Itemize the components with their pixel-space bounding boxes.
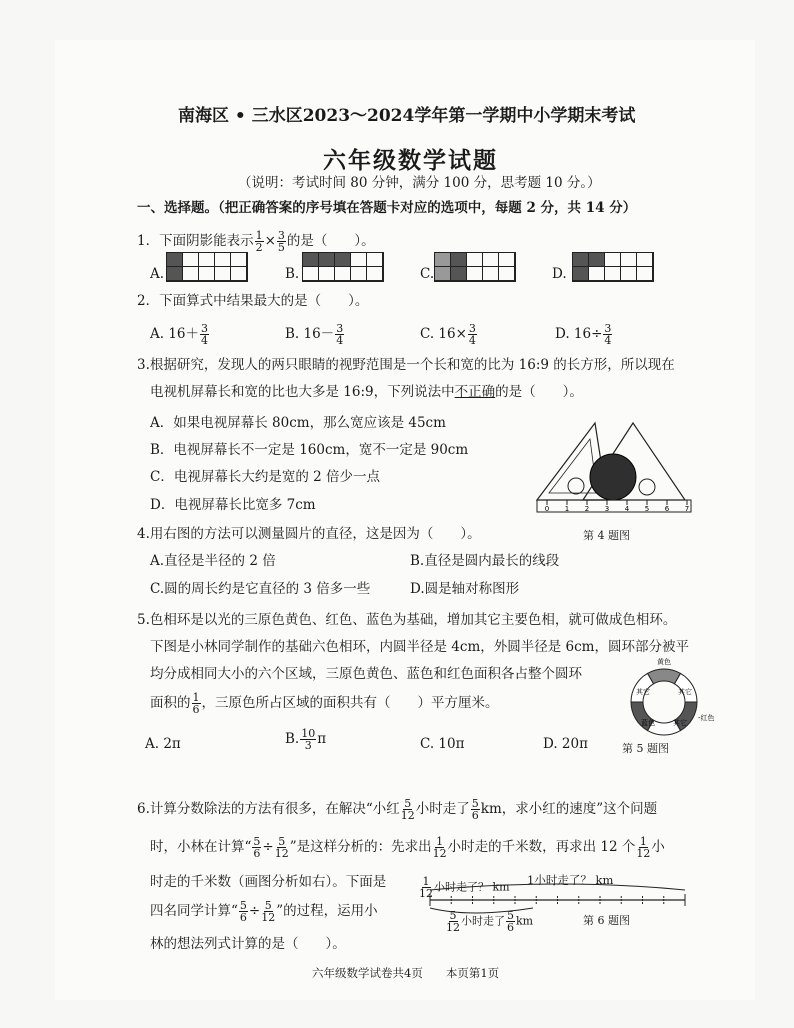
fig6-left-label: $\frac{1}{12}$ 小时走了？ km (419, 875, 510, 900)
question-2: 2．下面算式中结果最大的是（ ）。 (137, 293, 369, 309)
q3-option-d: D．电视屏幕长比宽多 7cm (150, 497, 316, 513)
q5-line-3: 均分成相同大小的六个区域，三原色黄色、蓝色和红色面积各占整个圆环 (150, 666, 582, 682)
q6-line-1: 6.计算分数除法的方法有很多，在解决“小红 $\frac{5}{12}$ 小时走了 $\frac{5}{6}$ km，求小红的速度”这个问题 (137, 797, 658, 822)
wheel-label-yellow: 黄色 (657, 658, 671, 666)
q1-times: × (264, 233, 276, 249)
q1-fraction-1: $\frac{1}{2}$ (255, 229, 263, 254)
q3-option-b: B．电视屏幕长不一定是 160cm，宽不一定是 90cm (150, 442, 469, 458)
subject-title: 六年级数学试题 (323, 147, 498, 174)
q6-line-3: 时走的千米数（画图分析如右）。下面是 (150, 874, 387, 890)
figure-4-caption: 第 4 题图 (583, 529, 630, 542)
q2-option-d: D. 16÷ $\frac{3}{4}$ (555, 322, 612, 347)
q5-option-a: A. 2π (145, 736, 181, 752)
q5-line-4: 面积的 $\frac{1}{6}$ ，三原色所占区域的面积共有（ ）平方厘米。 (150, 691, 499, 716)
exam-instructions: （说明：考试时间 80 分钟，满分 100 分，思考题 10 分。） (238, 175, 601, 191)
section-heading: 一、选择题。（把正确答案的序号填在答题卡对应的选项中，每题 2 分，共 14 分） (137, 200, 637, 216)
q5-line-1: 5.色相环是以光的三原色黄色、红色、蓝色为基础，增加其它主要色相，就可做成色相环。 (137, 612, 677, 628)
ruler-tick-label: 3 (604, 505, 610, 513)
q2-option-a: A. 16＋ $\frac{3}{4}$ (150, 322, 209, 347)
q6-line-4: 四名同学计算“ $\frac{5}{6}$ ÷ $\frac{5}{12}$ ”的过程，运用小 (150, 899, 378, 924)
question-4: 4.用右图的方法可以测量圆片的直径，这是因为（ ）。 (137, 526, 481, 542)
wheel-label-other1: 其它 (678, 688, 692, 696)
ruler-tick-label: 1 (564, 505, 570, 513)
q2-option-b: B. 16－ $\frac{3}{4}$ (285, 322, 344, 347)
wheel-label-other3: 其它 (673, 719, 687, 727)
figure-6-caption: 第 6 题图 (583, 914, 630, 927)
wheel-label-red: -红色 (698, 714, 715, 722)
q1-option-d: D. (552, 266, 567, 282)
q5-option-c: C. 10π (420, 736, 465, 752)
ruler-tick-label: 5 (644, 505, 650, 513)
fig6-bottom-label: $\frac{5}{12}$ 小时走了 $\frac{5}{6}$ km (446, 909, 534, 934)
ruler-tick-label: 7 (684, 505, 690, 513)
figure-5-color-wheel (612, 655, 716, 745)
page-footer: 六年级数学试卷共4页 本页第1页 (312, 966, 500, 980)
q4-option-c: C.圆的周长约是它直径的 3 倍多一些 (150, 581, 371, 597)
q2-option-c: C. 16× $\frac{3}{4}$ (420, 322, 476, 347)
q1-option-b: B. (285, 266, 300, 282)
wheel-label-blue: 蓝色 (641, 719, 655, 727)
q1-grid-b (302, 252, 384, 282)
q4-option-b: B.直径是圆内最长的线段 (410, 553, 560, 569)
q3-option-a: A．如果电视屏幕长 80cm，那么宽应该是 45cm (150, 415, 446, 431)
q5-option-d: D. 20π (543, 736, 588, 752)
exam-title: 南海区 • 三水区2023～2024学年第一学期中小学期末考试 (178, 106, 636, 126)
ruler-tick-label: 2 (584, 505, 590, 513)
ruler-tick-label: 6 (664, 505, 670, 513)
q1-option-a: A. (150, 266, 165, 282)
q5-line-2: 下图是小林同学制作的基础六色相环，内圆半径是 4cm，外圆半径是 6cm，圆环部分被平 (150, 639, 689, 655)
q4-option-d: D.圆是轴对称图形 (410, 581, 520, 597)
ruler-tick-label: 0 (544, 505, 550, 513)
ruler-tick-label: 4 (624, 505, 630, 513)
question-1 (137, 230, 375, 253)
figure-5-caption: 第 5 题图 (622, 742, 669, 755)
q1-grid-c (434, 252, 516, 282)
q3-line-1: 3.根据研究，发现人的两只眼睛的视野范围是一个长和宽的比为 16:9 的长方形，所以现在 (137, 357, 675, 373)
round-disc (590, 454, 636, 500)
wheel-label-other2: 其它 (636, 688, 650, 696)
q3-option-c: C．电视屏幕长大约是宽的 2 倍少一点 (150, 469, 381, 485)
q5-option-b: B. $\frac{10}{3}$ π (285, 727, 327, 752)
q1-stem-a: 1．下面阴影能表示 (137, 233, 254, 249)
fig6-top-label: 1小时走了？ km (527, 873, 614, 887)
q3-line-2: 电视机屏幕长和宽的比也大多是 16:9，下列说法中不正确的是（ ）。 (150, 384, 583, 400)
q1-fraction-2: $\frac{3}{5}$ (277, 229, 285, 254)
figure-4-ruler-diagram (535, 415, 695, 515)
q1-grid-d (572, 252, 654, 282)
q1-option-c: C. (420, 266, 435, 282)
q4-option-a: A.直径是半径的 2 倍 (150, 553, 276, 569)
q1-grid-a (166, 252, 248, 282)
q1-stem-b: 的是（ ）。 (286, 233, 375, 249)
q6-line-2: 时，小林在计算“ $\frac{5}{6}$ ÷ $\frac{5}{12}$ ”是这样分析的：先求出 $\frac{1}{12}$ 小时走的千米数，再求出 12 个 $\frac{1}{12}$ 小 (150, 835, 665, 860)
q6-line-5: 林的想法列式计算的是（ ）。 (150, 936, 346, 952)
